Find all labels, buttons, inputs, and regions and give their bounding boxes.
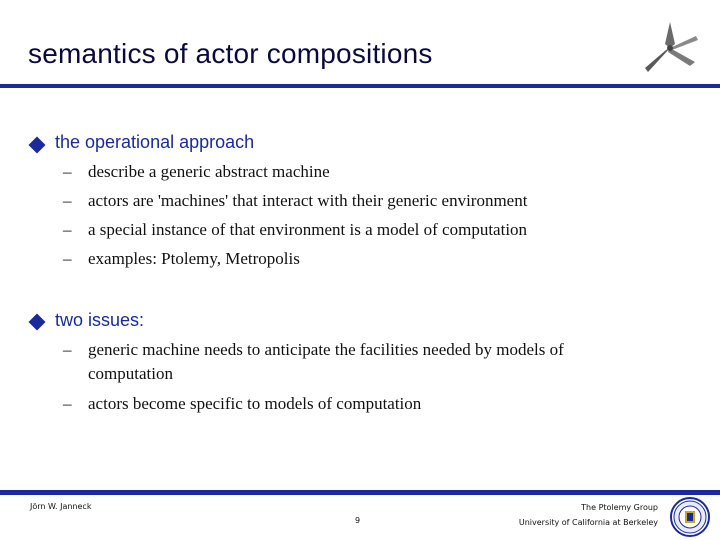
uc-seal-icon: [670, 497, 710, 537]
footer-author: Jörn W. Janneck: [30, 502, 92, 511]
sub-item: generic machine needs to anticipate the facilities needed by models of: [88, 340, 564, 359]
sub-item-continuation: computation: [88, 364, 173, 383]
footer-rule: [0, 490, 720, 495]
dash: –: [63, 394, 72, 413]
ptolemy-logo-icon: [640, 18, 700, 78]
sub-item: actors are 'machines' that interact with their generic environment: [88, 191, 528, 210]
bullet-heading: the operational approach: [55, 132, 255, 152]
sub-item: actors become specific to models of computation: [88, 394, 422, 413]
footer-university: University of California at Berkeley: [518, 518, 658, 527]
bullet-diamond: [29, 137, 46, 154]
title-rule: [0, 84, 720, 88]
bullet-diamond: [29, 314, 46, 331]
sub-item: describe a generic abstract machine: [88, 162, 330, 181]
sub-item: a special instance of that environment is a model of computation: [88, 220, 528, 239]
bullet-heading: two issues:: [55, 310, 145, 330]
dash: –: [63, 191, 72, 210]
dash: –: [63, 220, 72, 239]
page-number: 9: [355, 516, 361, 525]
dash: –: [63, 249, 72, 268]
sub-item: examples: Ptolemy, Metropolis: [88, 249, 300, 268]
slide-title: semantics of actor compositions: [28, 38, 433, 69]
dash: –: [63, 340, 72, 359]
dash: –: [63, 162, 72, 181]
footer-group: The Ptolemy Group: [581, 503, 658, 512]
